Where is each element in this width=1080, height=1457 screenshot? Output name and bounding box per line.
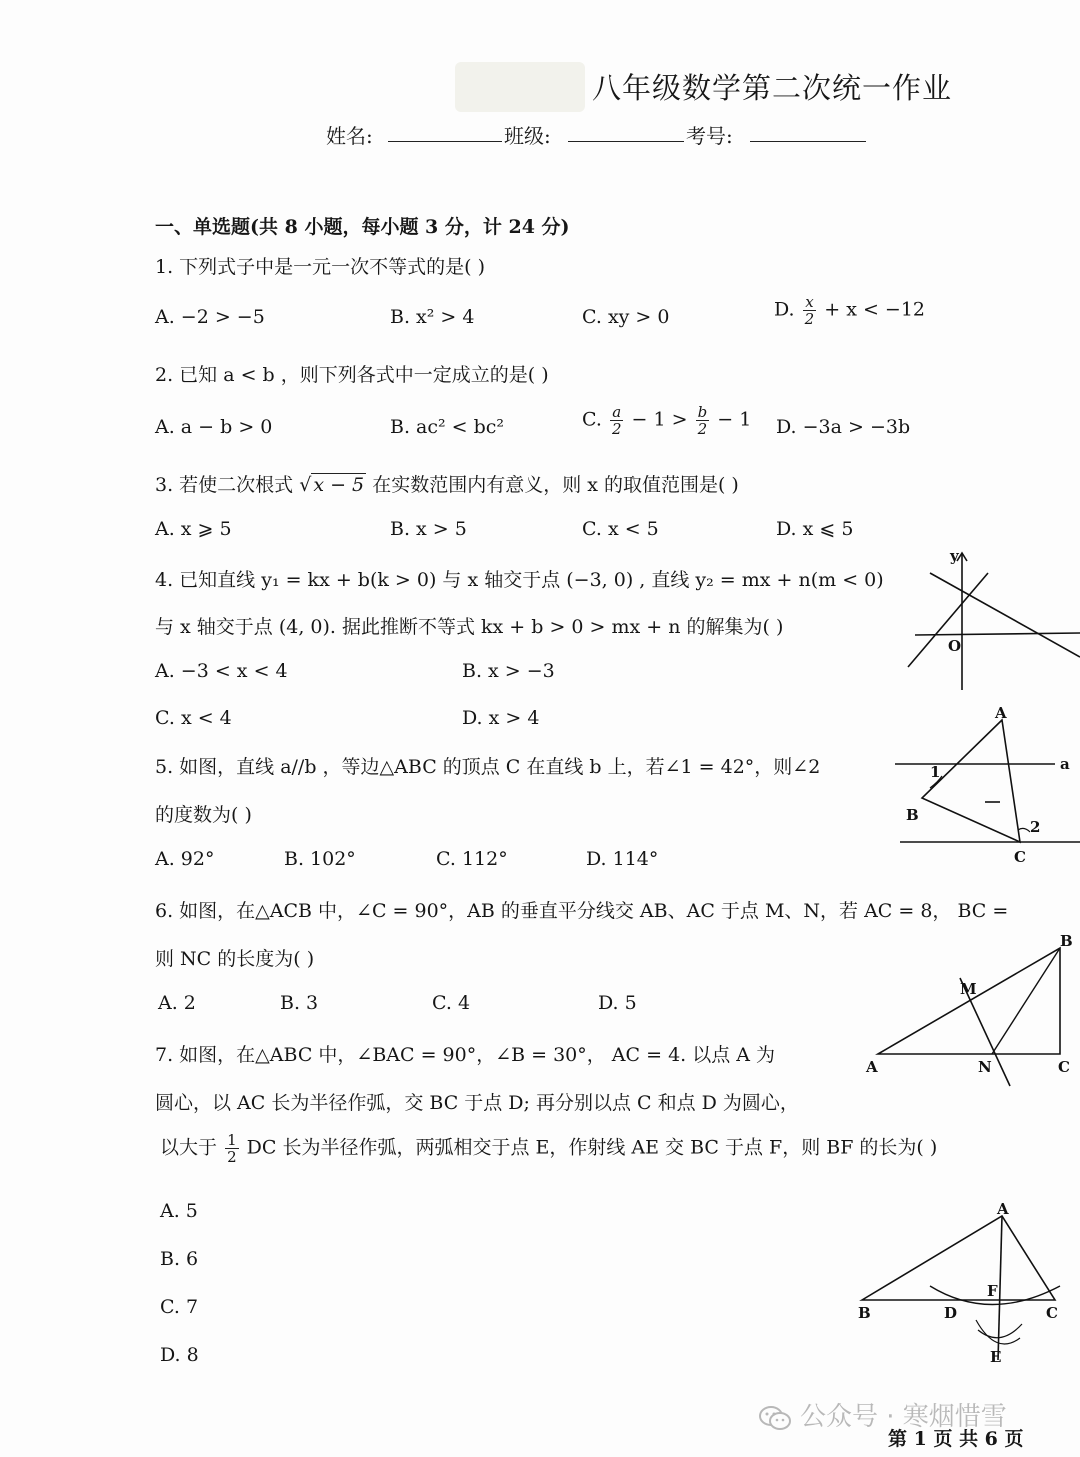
q6-triangle bbox=[878, 948, 1060, 1054]
q5-label-c-vertex: C bbox=[1014, 848, 1026, 866]
q5-label-a-vertex: A bbox=[995, 704, 1007, 722]
q3-option-c: C. x < 5 bbox=[582, 518, 659, 540]
q1-option-a: A. −2 > −5 bbox=[155, 306, 265, 328]
q3-option-d: D. x ⩽ 5 bbox=[776, 518, 854, 540]
q2-option-a: A. a − b > 0 bbox=[155, 416, 273, 438]
q1-stem: 1. 下列式子中是一元一次不等式的是( ) bbox=[155, 256, 486, 278]
q6-option-d: D. 5 bbox=[598, 992, 637, 1014]
q6-label-n: N bbox=[978, 1058, 992, 1076]
q4-option-a: A. −3 < x < 4 bbox=[155, 660, 288, 682]
q7-triangle bbox=[862, 1216, 1055, 1300]
q5-option-a: A. 92° bbox=[155, 848, 215, 870]
q6-label-c: C bbox=[1058, 1058, 1070, 1076]
q7-arc-center-c bbox=[978, 1324, 1022, 1338]
q3-option-b: B. x > 5 bbox=[390, 518, 467, 540]
exam-no-label: 考号: bbox=[686, 124, 733, 148]
q2-stem: 2. 已知 a < b ，则下列各式中一定成立的是( ) bbox=[155, 364, 549, 386]
q4-stem-line1: 4. 已知直线 y₁ = kx + b(k > 0) 与 x 轴交于点 (−3, 0) , 直线 y₂ = mx + n(m < 0) bbox=[155, 569, 884, 591]
q7-stem-line3: 以大于 $\frac{1}{2}$ DC 长为半径作弧，两弧相交于点 E，作射线 AE 交 BC 于点 F，则 BF 的长为( ) bbox=[160, 1131, 938, 1166]
q2-option-d: D. −3a > −3b bbox=[776, 416, 911, 438]
wechat-icon bbox=[758, 1405, 792, 1431]
q7-label-b: B bbox=[858, 1304, 871, 1322]
q5-label-angle1: 1 bbox=[930, 763, 941, 781]
watermark-text: 公众号 · 寒烟惜雪 bbox=[800, 1402, 1007, 1432]
q2-option-b: B. ac² < bc² bbox=[390, 416, 505, 438]
q6-label-a: A bbox=[866, 1058, 878, 1076]
q5-triangle bbox=[922, 720, 1020, 842]
q4-option-d: D. x > 4 bbox=[462, 707, 540, 729]
q7-label-f: F bbox=[987, 1282, 998, 1300]
q4-figure bbox=[900, 545, 1080, 695]
q5-option-d: D. 114° bbox=[586, 848, 659, 870]
q5-label-angle2: 2 bbox=[1030, 818, 1041, 836]
q4-stem-line2: 与 x 轴交于点 (4, 0). 据此推断不等式 kx + b > 0 > mx + n 的解集为( ) bbox=[155, 616, 784, 638]
q6-stem-line2: 则 NC 的长度为( ) bbox=[155, 948, 315, 970]
page-title: 八年级数学第二次统一作业 bbox=[592, 71, 953, 105]
q5-option-c: C. 112° bbox=[436, 848, 508, 870]
q4-option-c: C. x < 4 bbox=[155, 707, 232, 729]
q6-label-b: B bbox=[1060, 932, 1073, 950]
class-blank bbox=[568, 141, 684, 142]
q4-label-y: y bbox=[950, 547, 959, 565]
q6-stem-line1: 6. 如图，在△ACB 中，∠C = 90°，AB 的垂直平分线交 AB、AC 于点 M、N，若 AC = 8， BC = bbox=[155, 900, 1009, 922]
q4-x-axis bbox=[915, 633, 1080, 635]
q7-label-d: D bbox=[944, 1304, 958, 1322]
q5-angle2-arc bbox=[1018, 828, 1030, 832]
q7-ray-ae bbox=[998, 1216, 1002, 1360]
q4-option-b: B. x > −3 bbox=[462, 660, 555, 682]
q7-stem-line1: 7. 如图，在△ABC 中，∠BAC = 90°，∠B = 30°， AC = 4. 以点 A 为 bbox=[155, 1044, 776, 1066]
q6-option-c: C. 4 bbox=[432, 992, 471, 1014]
q6-option-b: B. 3 bbox=[280, 992, 319, 1014]
q7-option-c: C. 7 bbox=[160, 1296, 199, 1318]
q6-option-a: A. 2 bbox=[158, 992, 196, 1014]
section-heading: 一、单选题(共 8 小题，每小题 3 分，计 24 分) bbox=[155, 216, 570, 238]
page-number: 第 1 页 共 6 页 bbox=[888, 1428, 1024, 1450]
name-blank bbox=[388, 141, 502, 142]
q7-figure bbox=[850, 1198, 1070, 1368]
q1-option-b: B. x² > 4 bbox=[390, 306, 475, 328]
q7-label-a: A bbox=[997, 1200, 1009, 1218]
q5-label-line-a: a bbox=[1060, 755, 1070, 773]
q5-stem-line1: 5. 如图，直线 a//b ，等边△ABC 的顶点 C 在直线 b 上，若∠1 = 42°，则∠2 bbox=[155, 756, 821, 778]
q3-option-a: A. x ⩾ 5 bbox=[155, 518, 232, 540]
class-label: 班级: bbox=[504, 124, 551, 148]
q5-figure bbox=[890, 702, 1080, 872]
q7-option-b: B. 6 bbox=[160, 1248, 199, 1270]
scan-smudge bbox=[455, 62, 585, 112]
q5-option-b: B. 102° bbox=[284, 848, 356, 870]
q6-segment-nb bbox=[992, 948, 1060, 1054]
q7-option-d: D. 8 bbox=[160, 1344, 199, 1366]
q7-label-e: E bbox=[990, 1348, 1002, 1366]
q3-stem: 3. 若使二次根式 √ x − 5 在实数范围内有意义，则 x 的取值范围是( ) bbox=[155, 474, 739, 496]
q5-stem-line2: 的度数为( ) bbox=[155, 804, 252, 826]
q4-label-o: O bbox=[948, 637, 962, 655]
q2-option-c: C. $\frac{a}{2}$ − 1 > $\frac{b}{2}$ − 1 bbox=[582, 403, 752, 438]
q7-label-c: C bbox=[1046, 1304, 1058, 1322]
q6-label-m: M bbox=[960, 980, 977, 998]
q7-option-a: A. 5 bbox=[160, 1200, 198, 1222]
q5-label-b-vertex: B bbox=[906, 806, 919, 824]
name-label: 姓名: bbox=[326, 124, 373, 148]
exam-no-blank bbox=[750, 141, 866, 142]
q1-option-d: D. $\frac{x}{2}$ + x < −12 bbox=[774, 293, 926, 328]
q6-figure bbox=[860, 928, 1080, 1088]
q1-option-c: C. xy > 0 bbox=[582, 306, 670, 328]
q7-stem-line2: 圆心，以 AC 长为半径作弧，交 BC 于点 D; 再分别以点 C 和点 D 为圆心， bbox=[155, 1092, 799, 1114]
